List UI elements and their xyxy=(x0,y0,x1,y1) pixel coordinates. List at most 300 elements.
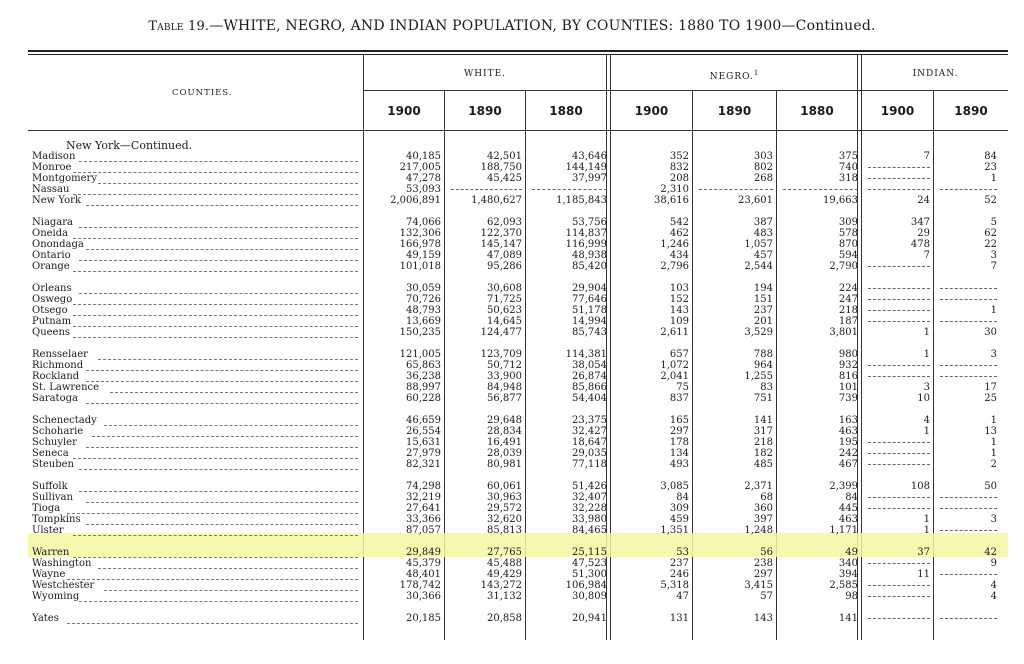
data-cell: 121,005 xyxy=(399,349,441,360)
table-row xyxy=(28,613,1003,624)
data-cell: 74,066 xyxy=(406,217,441,228)
data-cell: 3,085 xyxy=(660,481,689,492)
data-cell: 20,185 xyxy=(406,613,441,624)
data-cell: 37,997 xyxy=(572,173,607,184)
county-name: Orange xyxy=(32,261,70,272)
data-cell: 3 xyxy=(990,514,997,525)
data-cell: 459 xyxy=(669,514,689,525)
data-cell: 47 xyxy=(676,591,689,602)
data-cell: 352 xyxy=(669,151,689,162)
empty-cell-dash xyxy=(868,310,930,311)
data-cell: 33,366 xyxy=(406,514,441,525)
leader-dots xyxy=(67,613,358,624)
data-cell: 48,401 xyxy=(406,569,441,580)
empty-cell-dash xyxy=(940,365,997,366)
data-cell: 87,057 xyxy=(406,525,441,536)
data-cell: 84 xyxy=(984,151,997,162)
data-cell: 42 xyxy=(984,547,997,558)
data-cell: 56 xyxy=(760,547,773,558)
leader-dots xyxy=(86,371,358,382)
data-cell: 2,585 xyxy=(829,580,858,591)
empty-cell-dash xyxy=(783,189,858,190)
county-name: Rockland xyxy=(32,371,80,382)
data-cell: 7 xyxy=(923,151,930,162)
county-name: St. Lawrence xyxy=(32,382,100,393)
data-cell: 4 xyxy=(923,415,930,426)
data-cell: 247 xyxy=(838,294,858,305)
county-name: Madison xyxy=(32,151,76,162)
negro-header xyxy=(612,69,857,82)
empty-cell-dash xyxy=(868,618,930,619)
data-cell: 30,963 xyxy=(487,492,522,503)
data-cell: 1 xyxy=(990,173,997,184)
data-cell: 30,059 xyxy=(406,283,441,294)
table-row xyxy=(28,459,1003,470)
data-cell: 816 xyxy=(838,371,858,382)
empty-cell-dash xyxy=(699,189,773,190)
negro-header-label: NEGRO. xyxy=(709,72,754,82)
data-cell: 2,371 xyxy=(744,481,773,492)
data-cell: 33,900 xyxy=(487,371,522,382)
table-row xyxy=(28,349,1003,360)
data-cell: 60,061 xyxy=(487,481,522,492)
year-header: 1900 xyxy=(387,104,421,118)
data-cell: 739 xyxy=(838,393,858,404)
data-cell: 485 xyxy=(753,459,773,470)
data-cell: 832 xyxy=(669,162,689,173)
data-cell: 297 xyxy=(753,569,773,580)
data-cell: 151 xyxy=(753,294,773,305)
year-header: 1890 xyxy=(468,104,502,118)
data-cell: 493 xyxy=(669,459,689,470)
data-cell: 83 xyxy=(760,382,773,393)
leader-dots xyxy=(98,349,358,360)
table-row xyxy=(28,151,1003,162)
leader-dots xyxy=(73,228,358,239)
data-cell: 22 xyxy=(984,239,997,250)
table-row xyxy=(28,492,1003,503)
data-cell: 15,631 xyxy=(406,437,441,448)
data-cell: 1,480,627 xyxy=(471,195,522,206)
data-cell: 594 xyxy=(838,250,858,261)
table-row xyxy=(28,569,1003,580)
data-cell: 54,404 xyxy=(572,393,607,404)
empty-cell-dash xyxy=(940,497,997,498)
data-cell: 788 xyxy=(753,349,773,360)
table-row xyxy=(28,481,1003,492)
table-caption: —WHITE, NEGRO, AND INDIAN POPULATION, BY COUNTIES: 1880 TO 1900—Continued. xyxy=(209,18,876,34)
data-cell: 108 xyxy=(910,481,930,492)
data-cell: 122,370 xyxy=(480,228,522,239)
data-cell: 30,608 xyxy=(487,283,522,294)
data-cell: 29,648 xyxy=(487,415,522,426)
leader-dots xyxy=(73,305,358,316)
data-cell: 26,874 xyxy=(572,371,607,382)
data-cell: 101,018 xyxy=(399,261,441,272)
leader-dots xyxy=(73,327,358,338)
data-cell: 50,712 xyxy=(487,360,522,371)
data-cell: 462 xyxy=(669,228,689,239)
data-cell: 25 xyxy=(984,393,997,404)
data-cell: 163 xyxy=(838,415,858,426)
data-cell: 51,426 xyxy=(572,481,607,492)
table-title xyxy=(0,18,1024,34)
data-cell: 28,834 xyxy=(487,426,522,437)
table-row xyxy=(28,250,1003,261)
data-cell: 45,488 xyxy=(487,558,522,569)
data-cell: 9 xyxy=(990,558,997,569)
leader-dots xyxy=(79,481,358,492)
data-cell: 347 xyxy=(910,217,930,228)
leader-dots xyxy=(86,239,358,250)
data-cell: 84,948 xyxy=(487,382,522,393)
data-cell: 144,149 xyxy=(565,162,607,173)
leader-dots xyxy=(79,217,358,228)
county-name: Warren xyxy=(32,547,70,558)
data-cell: 85,743 xyxy=(572,327,607,338)
empty-cell-dash xyxy=(868,497,930,498)
leader-dots xyxy=(86,514,358,525)
empty-cell-dash xyxy=(940,299,997,300)
data-cell: 85,813 xyxy=(487,525,522,536)
data-cell: 5 xyxy=(990,217,997,228)
table-row xyxy=(28,316,1003,327)
data-cell: 1,171 xyxy=(829,525,858,536)
county-name: Westchester xyxy=(32,580,95,591)
empty-cell-dash xyxy=(940,530,997,531)
data-cell: 20,941 xyxy=(572,613,607,624)
data-cell: 46,659 xyxy=(406,415,441,426)
table-row xyxy=(28,162,1003,173)
data-cell: 14,994 xyxy=(572,316,607,327)
indian-header: INDIAN. xyxy=(912,69,959,79)
data-cell: 237 xyxy=(669,558,689,569)
data-cell: 53,756 xyxy=(572,217,607,228)
table-row xyxy=(28,448,1003,459)
empty-cell-dash xyxy=(868,167,930,168)
data-cell: 47,089 xyxy=(487,250,522,261)
county-name: Montgomery xyxy=(32,173,97,184)
table-row xyxy=(28,393,1003,404)
data-cell: 82,321 xyxy=(406,459,441,470)
data-cell: 2,611 xyxy=(660,327,689,338)
data-cell: 13 xyxy=(984,426,997,437)
data-cell: 201 xyxy=(753,316,773,327)
data-cell: 224 xyxy=(838,283,858,294)
data-cell: 178 xyxy=(669,437,689,448)
leader-dots xyxy=(92,426,358,437)
data-cell: 24 xyxy=(917,195,930,206)
data-cell: 387 xyxy=(753,217,773,228)
data-cell: 2,399 xyxy=(829,481,858,492)
leader-dots xyxy=(73,294,358,305)
data-cell: 740 xyxy=(838,162,858,173)
leader-dots xyxy=(104,415,358,426)
empty-cell-dash xyxy=(868,189,930,190)
leader-dots xyxy=(110,382,358,393)
data-cell: 62,093 xyxy=(487,217,522,228)
data-cell: 445 xyxy=(838,503,858,514)
data-cell: 3 xyxy=(923,382,930,393)
table-row xyxy=(28,184,1003,195)
data-cell: 1,248 xyxy=(744,525,773,536)
empty-cell-dash xyxy=(868,464,930,465)
table-row xyxy=(28,525,1003,536)
table-row xyxy=(28,173,1003,184)
data-cell: 143,272 xyxy=(480,580,522,591)
empty-cell-dash xyxy=(940,376,997,377)
data-cell: 217,005 xyxy=(399,162,441,173)
data-cell: 36,238 xyxy=(406,371,441,382)
year-header: 1880 xyxy=(549,104,583,118)
county-name: Tompkins xyxy=(32,514,81,525)
data-cell: 238 xyxy=(753,558,773,569)
empty-cell-dash xyxy=(868,365,930,366)
data-cell: 657 xyxy=(669,349,689,360)
data-cell: 13,669 xyxy=(406,316,441,327)
county-name: Rensselaer xyxy=(32,349,88,360)
data-cell: 152 xyxy=(669,294,689,305)
data-cell: 29 xyxy=(917,228,930,239)
data-cell: 51,178 xyxy=(572,305,607,316)
data-cell: 1,351 xyxy=(660,525,689,536)
county-name: Niagara xyxy=(32,217,74,228)
data-cell: 317 xyxy=(753,426,773,437)
county-name: Putnam xyxy=(32,316,72,327)
data-cell: 195 xyxy=(838,437,858,448)
data-cell: 3,415 xyxy=(744,580,773,591)
data-cell: 434 xyxy=(669,250,689,261)
data-cell: 40,185 xyxy=(406,151,441,162)
leader-dots xyxy=(98,173,358,184)
data-cell: 1 xyxy=(990,437,997,448)
counties-header: COUNTIES. xyxy=(172,88,233,98)
data-cell: 1 xyxy=(990,448,997,459)
data-cell: 11 xyxy=(917,569,930,580)
data-cell: 242 xyxy=(838,448,858,459)
data-cell: 150,235 xyxy=(399,327,441,338)
data-cell: 70,726 xyxy=(406,294,441,305)
county-name: Schenectady xyxy=(32,415,97,426)
data-cell: 457 xyxy=(753,250,773,261)
data-cell: 837 xyxy=(669,393,689,404)
table-row xyxy=(28,437,1003,448)
empty-cell-dash xyxy=(940,321,997,322)
data-cell: 88,997 xyxy=(406,382,441,393)
data-cell: 187 xyxy=(838,316,858,327)
table-row xyxy=(28,371,1003,382)
data-cell: 2,310 xyxy=(660,184,689,195)
data-cell: 23 xyxy=(984,162,997,173)
data-cell: 71,725 xyxy=(487,294,522,305)
data-cell: 932 xyxy=(838,360,858,371)
data-cell: 1,185,843 xyxy=(556,195,607,206)
empty-cell-dash xyxy=(451,189,522,190)
leader-dots xyxy=(79,151,358,162)
county-name: Wayne xyxy=(32,569,66,580)
county-name: Schuyler xyxy=(32,437,77,448)
data-cell: 394 xyxy=(838,569,858,580)
data-cell: 23,375 xyxy=(572,415,607,426)
county-name: Richmond xyxy=(32,360,84,371)
data-cell: 25,115 xyxy=(572,547,607,558)
data-cell: 37 xyxy=(917,547,930,558)
data-cell: 1 xyxy=(990,415,997,426)
data-cell: 3 xyxy=(990,349,997,360)
white-header: WHITE. xyxy=(463,69,507,79)
data-cell: 84 xyxy=(676,492,689,503)
data-cell: 106,984 xyxy=(565,580,607,591)
empty-cell-dash xyxy=(868,266,930,267)
data-cell: 48,938 xyxy=(572,250,607,261)
data-cell: 10 xyxy=(917,393,930,404)
county-name: Wyoming xyxy=(32,591,80,602)
table-row xyxy=(28,283,1003,294)
data-cell: 1,072 xyxy=(660,360,689,371)
county-name: Ontario xyxy=(32,250,71,261)
data-cell: 27,641 xyxy=(406,503,441,514)
leader-dots xyxy=(98,558,358,569)
data-cell: 53 xyxy=(676,547,689,558)
table-number: Table 19. xyxy=(148,19,210,34)
table-row xyxy=(28,294,1003,305)
table-row xyxy=(28,195,1003,206)
table-row xyxy=(28,558,1003,569)
data-cell: 297 xyxy=(669,426,689,437)
leader-dots xyxy=(86,360,358,371)
data-cell: 5,318 xyxy=(660,580,689,591)
data-cell: 84,465 xyxy=(572,525,607,536)
data-cell: 132,306 xyxy=(399,228,441,239)
data-cell: 360 xyxy=(753,503,773,514)
data-cell: 109 xyxy=(669,316,689,327)
data-cell: 51,300 xyxy=(572,569,607,580)
table-row xyxy=(28,426,1003,437)
top-rule xyxy=(28,50,1008,52)
data-cell: 318 xyxy=(838,173,858,184)
year-header: 1890 xyxy=(954,104,988,118)
data-cell: 38,054 xyxy=(572,360,607,371)
data-cell: 7 xyxy=(990,261,997,272)
data-cell: 4 xyxy=(990,591,997,602)
data-cell: 101 xyxy=(838,382,858,393)
leader-dots xyxy=(73,184,358,195)
data-cell: 463 xyxy=(838,514,858,525)
data-cell: 74,298 xyxy=(406,481,441,492)
data-cell: 48,793 xyxy=(406,305,441,316)
table-row xyxy=(28,327,1003,338)
data-cell: 2 xyxy=(990,459,997,470)
data-cell: 45,425 xyxy=(487,173,522,184)
county-name: New York xyxy=(32,195,81,206)
data-cell: 32,219 xyxy=(406,492,441,503)
data-cell: 178,742 xyxy=(399,580,441,591)
table-row xyxy=(28,305,1003,316)
data-cell: 1 xyxy=(923,349,930,360)
empty-cell-dash xyxy=(940,508,997,509)
data-cell: 3,529 xyxy=(744,327,773,338)
empty-cell-dash xyxy=(868,585,930,586)
data-cell: 145,147 xyxy=(480,239,522,250)
leader-dots xyxy=(73,448,358,459)
county-name: Tioga xyxy=(32,503,61,514)
year-header: 1880 xyxy=(800,104,834,118)
data-cell: 85,866 xyxy=(572,382,607,393)
table-row xyxy=(28,580,1003,591)
empty-cell-dash xyxy=(868,288,930,289)
data-cell: 32,427 xyxy=(572,426,607,437)
data-cell: 340 xyxy=(838,558,858,569)
data-cell: 141 xyxy=(753,415,773,426)
county-name: Ulster xyxy=(32,525,64,536)
data-cell: 3,801 xyxy=(829,327,858,338)
leader-dots xyxy=(73,261,358,272)
table-row xyxy=(28,591,1003,602)
data-cell: 2,790 xyxy=(829,261,858,272)
data-cell: 32,228 xyxy=(572,503,607,514)
table-row xyxy=(28,382,1003,393)
empty-cell-dash xyxy=(940,574,997,575)
empty-cell-dash xyxy=(532,189,607,190)
table-row xyxy=(28,217,1003,228)
county-name: Monroe xyxy=(32,162,72,173)
leader-dots xyxy=(86,195,358,206)
table-row xyxy=(28,239,1003,250)
empty-cell-dash xyxy=(868,508,930,509)
data-cell: 114,837 xyxy=(565,228,607,239)
data-cell: 30,366 xyxy=(406,591,441,602)
year-header: 1900 xyxy=(634,104,669,118)
group-header-rule xyxy=(363,90,1008,91)
data-cell: 29,904 xyxy=(572,283,607,294)
data-cell: 751 xyxy=(753,393,773,404)
data-cell: 309 xyxy=(838,217,858,228)
data-cell: 27,765 xyxy=(487,547,522,558)
data-cell: 397 xyxy=(753,514,773,525)
data-cell: 38,616 xyxy=(654,195,689,206)
table-row xyxy=(28,261,1003,272)
data-cell: 18,647 xyxy=(572,437,607,448)
county-name: Onondaga xyxy=(32,239,84,250)
data-cell: 50 xyxy=(984,481,997,492)
data-cell: 57 xyxy=(760,591,773,602)
data-cell: 166,978 xyxy=(399,239,441,250)
data-cell: 1 xyxy=(923,514,930,525)
leader-dots xyxy=(73,547,358,558)
data-cell: 43,646 xyxy=(572,151,607,162)
data-cell: 143 xyxy=(753,613,773,624)
county-name: Washington xyxy=(32,558,92,569)
leader-dots xyxy=(79,283,358,294)
data-cell: 27,979 xyxy=(406,448,441,459)
data-cell: 375 xyxy=(838,151,858,162)
data-cell: 268 xyxy=(753,173,773,184)
data-cell: 1,246 xyxy=(660,239,689,250)
data-cell: 143 xyxy=(669,305,689,316)
leader-dots xyxy=(104,580,358,591)
data-cell: 45,379 xyxy=(406,558,441,569)
data-cell: 53,093 xyxy=(406,184,441,195)
data-cell: 52 xyxy=(984,195,997,206)
data-cell: 28,039 xyxy=(487,448,522,459)
data-cell: 29,035 xyxy=(572,448,607,459)
data-cell: 483 xyxy=(753,228,773,239)
data-cell: 478 xyxy=(910,239,930,250)
year-header: 1900 xyxy=(880,104,915,118)
data-cell: 114,381 xyxy=(565,349,607,360)
data-cell: 165 xyxy=(669,415,689,426)
data-cell: 80,981 xyxy=(487,459,522,470)
